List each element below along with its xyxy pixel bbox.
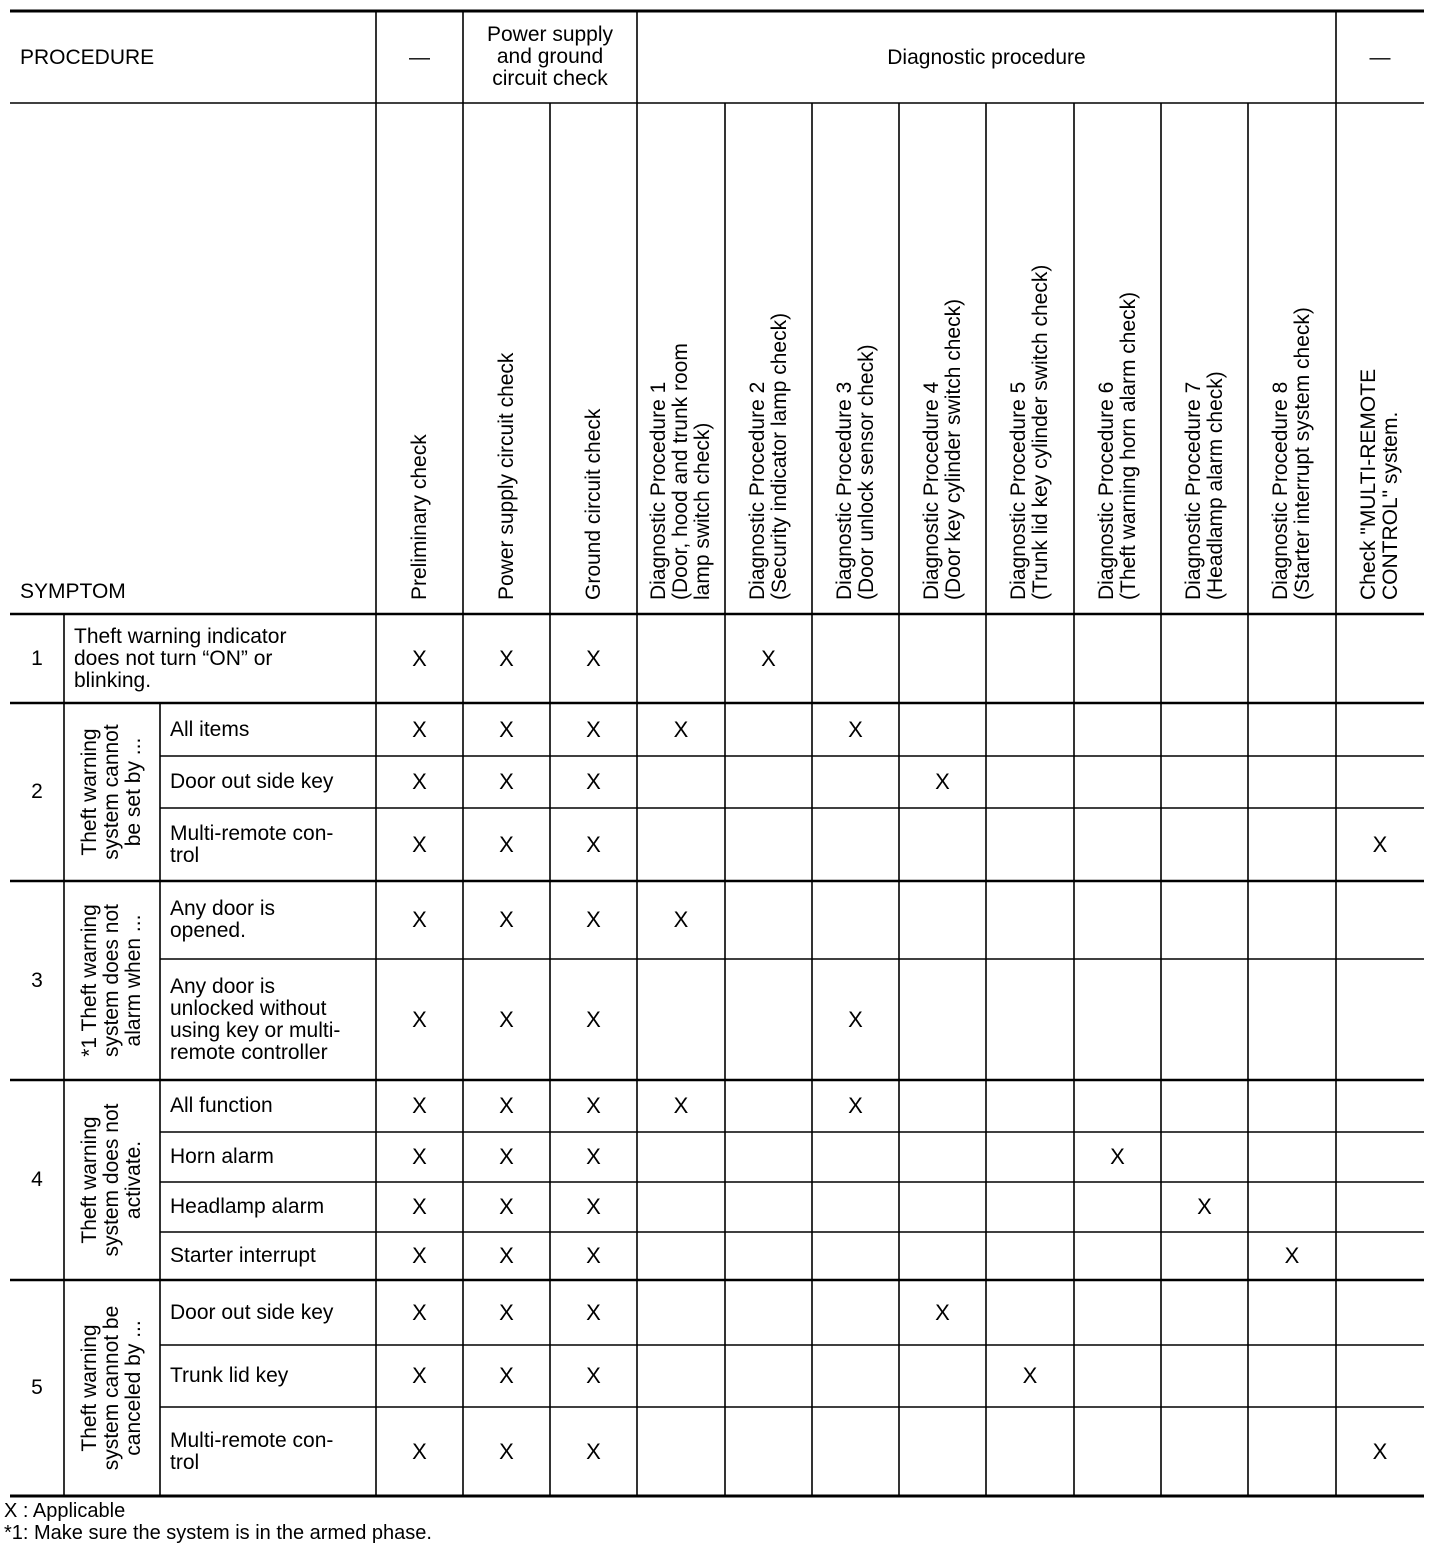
column-header-3 xyxy=(583,106,605,600)
footnote-legend: X : Applicable xyxy=(4,1500,126,1522)
applicable-mark: X xyxy=(412,1438,427,1464)
symptom-row-label xyxy=(170,1280,374,1345)
column-header-11 xyxy=(1270,106,1314,600)
symptom-row-label xyxy=(170,756,374,808)
symptom-row-label xyxy=(170,703,374,756)
column-header-line: Diagnostic Procedure 4 xyxy=(919,381,943,600)
symptom-row-label-line: Door out side key xyxy=(170,1300,334,1324)
group-header-label: Diagnostic procedure xyxy=(887,45,1086,69)
symptom-category-line: activate. xyxy=(122,1140,145,1220)
applicable-mark: X xyxy=(1372,1438,1388,1464)
symptom-row-label-text xyxy=(170,1365,288,1387)
symptom-row-label-text xyxy=(170,719,249,741)
symptom-row-label-line: trol xyxy=(170,1450,200,1474)
column-header-10 xyxy=(1183,106,1227,600)
symptom-row-label-line: Multi-remote con- xyxy=(170,821,334,845)
symptom-number: 4 xyxy=(31,1168,43,1191)
symptom-row-label xyxy=(170,1345,374,1407)
symptom-row-label-line: remote controller xyxy=(170,1040,328,1064)
applicable-mark: X xyxy=(586,1299,601,1325)
applicable-mark: X xyxy=(1197,1194,1212,1219)
applicable-mark: X xyxy=(412,1363,427,1388)
symptom-category-line: Theft warning xyxy=(78,1116,101,1244)
applicable-mark: X xyxy=(673,1093,689,1118)
group-header-label: — xyxy=(1369,45,1391,69)
symptom-row-label-line: using key or multi- xyxy=(170,1018,341,1042)
symptom-category-line: Theft warning xyxy=(78,1324,101,1452)
applicable-mark: X xyxy=(1110,1144,1125,1169)
group-header-power-ground xyxy=(463,11,637,103)
applicable-mark: X xyxy=(1372,831,1388,857)
column-header-line: (Door unlock sensor check) xyxy=(854,344,878,600)
applicable-mark: X xyxy=(499,1243,514,1268)
symptom-row-label-line: unlocked without xyxy=(170,996,327,1020)
symptom-label: SYMPTOM xyxy=(20,580,126,603)
symptom-description-text xyxy=(74,626,286,692)
symptom-row-label-line: Headlamp alarm xyxy=(170,1195,325,1218)
group-header-diagnostic xyxy=(637,11,1336,103)
applicable-mark: X xyxy=(586,1243,601,1268)
symptom-description xyxy=(74,614,374,703)
applicable-mark: X xyxy=(499,769,514,794)
applicable-mark: X xyxy=(1284,1243,1300,1268)
applicable-mark: X xyxy=(412,1093,427,1118)
column-header-line: (Trunk lid key cylinder switch check) xyxy=(1029,264,1052,600)
symptom-row-label-text xyxy=(170,1196,324,1218)
symptom-row-label xyxy=(170,1407,374,1496)
column-header-line: Diagnostic Procedure 7 xyxy=(1181,381,1205,600)
applicable-mark: X xyxy=(586,1438,601,1464)
applicable-mark: X xyxy=(412,645,427,671)
symptom-row-label-text xyxy=(170,1245,316,1267)
applicable-mark: X xyxy=(499,716,514,742)
symptom-category-line: alarm when ... xyxy=(122,914,145,1047)
applicable-mark: X xyxy=(586,716,601,742)
symptom-number: 5 xyxy=(31,1376,43,1399)
applicable-mark: X xyxy=(499,907,514,932)
group-header-dash-left xyxy=(376,11,463,103)
column-header-line: (Headlamp alarm check) xyxy=(1203,371,1227,600)
applicable-mark: X xyxy=(412,1243,427,1268)
symptom-row-label-line: Multi-remote con- xyxy=(170,1428,334,1452)
applicable-mark: X xyxy=(499,1006,514,1032)
applicable-mark: X xyxy=(586,1363,601,1388)
symptom-category-line: *1 Theft warning xyxy=(78,904,101,1057)
symptom-category-line: be set by ... xyxy=(122,737,145,847)
symptom-number: 2 xyxy=(31,780,43,803)
column-header-12 xyxy=(1358,106,1402,600)
symptom-row-label xyxy=(170,1182,374,1232)
symptom-row-label-line: Door out side key xyxy=(170,770,334,793)
symptom-row-label xyxy=(170,808,374,881)
applicable-mark: X xyxy=(1022,1363,1038,1388)
applicable-mark: X xyxy=(412,769,427,794)
group-header-dash-right xyxy=(1336,11,1424,103)
symptom-category-line: system does not xyxy=(100,904,123,1057)
column-header-line: Diagnostic Procedure 1 xyxy=(647,381,670,600)
symptom-description-line: Theft warning indicator xyxy=(74,624,287,648)
symptom-category-line: system cannot xyxy=(100,724,123,860)
symptom-row-label-text xyxy=(170,771,333,793)
applicable-mark: X xyxy=(586,1093,601,1118)
symptom-category xyxy=(79,1084,145,1276)
applicable-mark: X xyxy=(586,645,601,671)
column-header-line: (Door, hood and trunk room xyxy=(669,343,692,600)
column-header-line: Power supply circuit check xyxy=(494,352,518,600)
symptom-row-label xyxy=(170,881,374,959)
symptom-row-label xyxy=(170,1080,374,1132)
symptom-row-label-line: opened. xyxy=(170,919,246,942)
applicable-mark: X xyxy=(848,716,863,742)
column-header-line: Preliminary check xyxy=(407,434,431,600)
applicable-mark: X xyxy=(412,1144,427,1169)
column-header-line: Diagnostic Procedure 3 xyxy=(832,381,856,600)
symptom-row-label-line: Horn alarm xyxy=(170,1145,274,1168)
column-header-7 xyxy=(921,106,965,600)
group-header-label: — xyxy=(409,45,430,69)
column-header-line: (Security indicator lamp check) xyxy=(767,312,791,600)
symptom-row-label xyxy=(170,1132,374,1182)
symptom-row-label xyxy=(170,959,374,1080)
column-header-8 xyxy=(1008,106,1052,600)
symptom-category xyxy=(79,707,145,877)
applicable-mark: X xyxy=(586,1194,601,1219)
applicable-mark: X xyxy=(761,645,776,671)
symptom-row-label-text xyxy=(170,1430,333,1474)
column-header-line: (Theft warning horn alarm check) xyxy=(1116,291,1140,600)
column-header-6 xyxy=(834,106,878,600)
column-header-line: lamp switch check) xyxy=(691,422,714,600)
symptom-row-label-text xyxy=(170,823,333,867)
symptom-category-line: canceled by ... xyxy=(122,1320,145,1456)
column-header-1 xyxy=(409,106,431,600)
symptom-row-label-line: All items xyxy=(170,717,250,741)
applicable-mark: X xyxy=(673,907,689,932)
symptom-description-line: blinking. xyxy=(74,668,152,692)
applicable-mark: X xyxy=(499,645,514,671)
applicable-mark: X xyxy=(935,1299,950,1325)
applicable-mark: X xyxy=(499,1363,514,1388)
applicable-mark: X xyxy=(935,769,950,794)
applicable-mark: X xyxy=(412,1006,427,1032)
applicable-mark: X xyxy=(499,831,514,857)
symptom-category-line: system does not xyxy=(100,1103,123,1257)
symptom-row-label-line: trol xyxy=(170,843,200,867)
symptom-number: 1 xyxy=(31,646,43,670)
applicable-mark: X xyxy=(499,1144,514,1169)
applicable-mark: X xyxy=(412,1299,427,1325)
applicable-mark: X xyxy=(412,716,427,742)
applicable-mark: X xyxy=(586,769,601,794)
applicable-mark: X xyxy=(586,831,601,857)
column-header-line: Diagnostic Procedure 5 xyxy=(1007,381,1030,600)
symptom-row-label-text xyxy=(170,1302,333,1324)
symptom-row-label-text xyxy=(170,1146,274,1168)
column-header-2 xyxy=(496,106,518,600)
symptom-description-line: does not turn “ON” or xyxy=(74,646,273,670)
symptom-row-label-line: Any door is xyxy=(170,897,276,920)
applicable-mark: X xyxy=(848,1006,863,1032)
applicable-mark: X xyxy=(499,1299,514,1325)
procedure-label: PROCEDURE xyxy=(20,46,155,69)
footnote-armed-phase: *1: Make sure the system is in the armed phase. xyxy=(4,1522,432,1544)
applicable-mark: X xyxy=(499,1194,514,1219)
column-header-line: Diagnostic Procedure 2 xyxy=(745,381,769,600)
column-header-5 xyxy=(747,106,791,600)
applicable-mark: X xyxy=(412,1194,427,1219)
applicable-mark: X xyxy=(586,907,601,932)
applicable-mark: X xyxy=(848,1093,863,1118)
column-header-9 xyxy=(1096,106,1140,600)
applicable-mark: X xyxy=(586,1006,601,1032)
symptom-row-label-line: Trunk lid key xyxy=(170,1364,289,1387)
applicable-mark: X xyxy=(499,1093,514,1118)
symptom-category-line: Theft warning xyxy=(78,728,101,856)
applicable-mark: X xyxy=(412,831,427,857)
column-header-line: (Starter interrupt system check) xyxy=(1291,307,1314,600)
symptom-row-label-line: Any door is xyxy=(170,974,276,998)
applicable-mark: X xyxy=(499,1438,514,1464)
column-header-line: Check "MULTI-REMOTE xyxy=(1357,368,1380,600)
symptom-category xyxy=(79,1284,145,1492)
column-header-4 xyxy=(648,106,714,600)
symptom-row-label-text xyxy=(170,1095,273,1117)
column-header-line: Diagnostic Procedure 6 xyxy=(1094,381,1118,600)
symptom-number: 3 xyxy=(31,968,43,992)
applicable-mark: X xyxy=(673,716,689,742)
symptom-row-label-text xyxy=(170,898,275,942)
column-header-line: (Door key cylinder switch check) xyxy=(941,298,965,600)
symptom-category-line: system cannot be xyxy=(100,1305,123,1471)
column-header-line: Ground circuit check xyxy=(581,408,605,600)
group-header-label: Power supply and ground circuit check xyxy=(486,23,614,90)
column-header-line: Diagnostic Procedure 8 xyxy=(1269,381,1292,600)
column-header-line: CONTROL" system. xyxy=(1379,411,1402,600)
applicable-mark: X xyxy=(586,1144,601,1169)
symptom-row-label-text xyxy=(170,976,340,1064)
symptom-row-label-line: All function xyxy=(170,1094,273,1117)
applicable-mark: X xyxy=(412,907,427,932)
symptom-category xyxy=(79,885,145,1076)
symptom-row-label-line: Starter interrupt xyxy=(170,1244,316,1267)
symptom-row-label xyxy=(170,1232,374,1280)
